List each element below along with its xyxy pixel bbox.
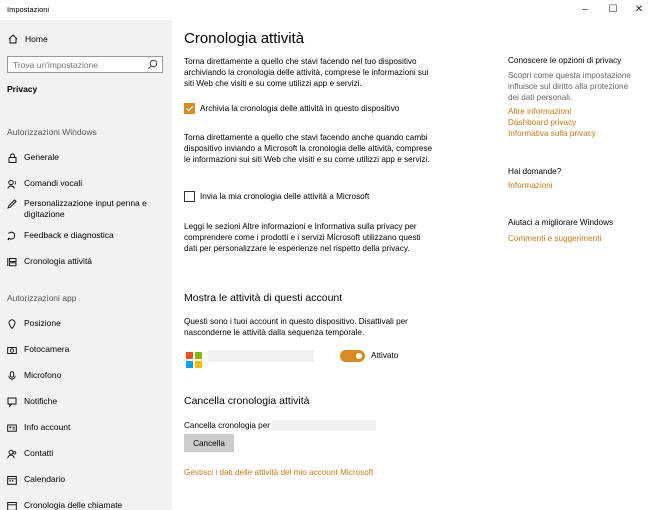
sidebar-item-label: Fotocamera <box>24 344 70 354</box>
lock-icon <box>7 152 17 163</box>
toggle-label: Attivato <box>371 351 399 360</box>
sidebar-item-label: Generale <box>24 152 59 162</box>
timeline-icon <box>7 256 17 267</box>
description-privacy: Leggi le sezioni Altre informazioni e Informativa sulla privacy per comprendere come i prodotti e i servizi Microsoft utilizzano questi dati per personalizzare le esperienze nel rispetto della privacy. <box>184 222 421 253</box>
sidebar-item-label: Notifiche <box>24 396 58 406</box>
feedback-link[interactable]: Commenti e suggerimenti <box>508 234 602 243</box>
description-sync: Torna direttamente a quello che stavi facendo anche quando cambi dispositivo inviando a Microsoft la cronologia delle attività, comprese le informazioni sui siti Web che visiti e su come utilizzi app e servizi. <box>184 133 433 164</box>
group-heading-app: Autorizzazioni app <box>7 293 77 303</box>
description-local: Torna direttamente a quello che stavi facendo nel tuo dispositivo archiviando la cronologia delle attività, comprese le informazioni sui siti Web che visiti e su come utilizzi app e servizi. <box>184 57 429 88</box>
search-icon[interactable] <box>146 58 159 71</box>
sidebar-item-input-penna[interactable] <box>7 198 167 220</box>
home-icon <box>8 34 18 44</box>
privacy-options-heading: Conoscere le opzioni di privacy <box>508 56 622 65</box>
accounts-description: Questi sono i tuoi account in questo dispositivo. Disattivali per nasconderne le attività dalla sequenza temporale. <box>184 317 408 337</box>
sidebar-item-label: Personalizzazione input penna e digitazione <box>24 198 147 219</box>
calendar-icon <box>7 474 17 485</box>
contacts-icon <box>7 448 17 459</box>
call-history-icon <box>7 500 17 510</box>
sidebar-item-label: Info account <box>24 422 71 432</box>
sidebar-item-fotocamera[interactable] <box>7 344 167 355</box>
pen-icon <box>7 198 17 209</box>
search-input[interactable] <box>8 57 144 72</box>
sidebar-item-label: Cronologia attività <box>24 256 93 266</box>
maximize-icon: ☐ <box>608 3 618 15</box>
group-heading-windows: Autorizzazioni Windows <box>7 127 97 137</box>
location-icon <box>7 318 17 329</box>
page-title: Cronologia attività <box>184 30 305 47</box>
redacted-account-email <box>272 420 376 431</box>
clear-button[interactable]: Cancella <box>184 434 234 452</box>
speech-icon <box>7 178 17 189</box>
sidebar-item-feedback[interactable] <box>7 230 167 241</box>
manage-data-link[interactable]: Gestisci i dati delle attività del mio account Microsoft <box>184 468 374 477</box>
sidebar-item-generale[interactable] <box>7 152 167 163</box>
sidebar-item-label: Comandi vocali <box>24 178 83 188</box>
checkbox-unchecked[interactable] <box>184 191 195 202</box>
search-box[interactable] <box>7 56 163 73</box>
accounts-section-title: Mostra le attività di questi account <box>184 292 343 304</box>
section-title: Privacy <box>7 84 38 94</box>
window-title: Impostazioni <box>7 5 50 14</box>
sidebar-item-label: Calendario <box>24 474 66 484</box>
camera-icon <box>7 344 17 355</box>
sidebar-item-label: Home <box>25 34 48 44</box>
sidebar-item-label: Contatti <box>24 448 54 458</box>
close-button[interactable] <box>626 0 650 18</box>
sidebar-item-label: Posizione <box>24 318 61 328</box>
notification-icon <box>7 396 17 407</box>
minimize-icon: – <box>582 3 588 15</box>
title-bar <box>0 0 650 20</box>
sidebar-item-home[interactable] <box>8 34 48 44</box>
sidebar-item-label: Microfono <box>24 370 62 380</box>
sidebar-item-calendario[interactable] <box>7 474 167 485</box>
privacy-statement-link[interactable]: Informativa sulla privacy <box>508 129 596 138</box>
microphone-icon <box>7 370 17 381</box>
sidebar-item-label: Cronologia delle chiamate <box>24 500 123 510</box>
sidebar-item-microfono[interactable] <box>7 370 167 381</box>
toggle-knob <box>356 353 362 359</box>
checkbox-checked[interactable] <box>184 103 195 114</box>
sidebar-item-info-account[interactable] <box>7 422 167 433</box>
sidebar-item-cronologia-chiamate[interactable] <box>7 500 167 510</box>
store-history-checkbox[interactable] <box>184 103 399 114</box>
improve-windows-heading: Aiutaci a migliorare Windows <box>508 218 614 227</box>
sidebar-item-notifiche[interactable] <box>7 396 167 407</box>
send-history-checkbox[interactable] <box>184 191 369 202</box>
more-info-link[interactable]: Altre informazioni <box>508 107 572 116</box>
redacted-account-name <box>208 350 314 362</box>
sidebar <box>0 20 172 510</box>
checkbox-label: Invia la mia cronologia delle attività a Microsoft <box>200 192 370 201</box>
privacy-options-description: Scopri come questa impostazione influisce sul diritto alla protezione dei dati personali. <box>508 71 631 102</box>
account-info-icon <box>7 422 17 433</box>
get-help-link[interactable]: Informazioni <box>508 181 553 190</box>
clear-section-title: Cancella cronologia attività <box>184 395 310 407</box>
microsoft-logo-icon <box>186 352 202 368</box>
sidebar-item-label: Feedback e diagnostica <box>24 230 114 240</box>
sidebar-item-comandi-vocali[interactable] <box>7 178 167 189</box>
maximize-button[interactable] <box>600 0 626 18</box>
questions-heading: Hai domande? <box>508 167 562 176</box>
feedback-icon <box>7 230 17 241</box>
clear-for-label: Cancella cronologia per <box>184 421 271 430</box>
checkbox-label: Archivia la cronologia delle attività in questo dispositivo <box>200 104 400 113</box>
sidebar-item-posizione[interactable] <box>7 318 167 329</box>
sidebar-item-contatti[interactable] <box>7 448 167 459</box>
account-toggle[interactable] <box>340 350 365 362</box>
sidebar-item-cronologia-attivita[interactable] <box>7 256 167 267</box>
close-icon: ✕ <box>634 3 644 15</box>
minimize-button[interactable] <box>572 0 598 18</box>
privacy-dashboard-link[interactable]: Dashboard privacy <box>508 118 577 127</box>
